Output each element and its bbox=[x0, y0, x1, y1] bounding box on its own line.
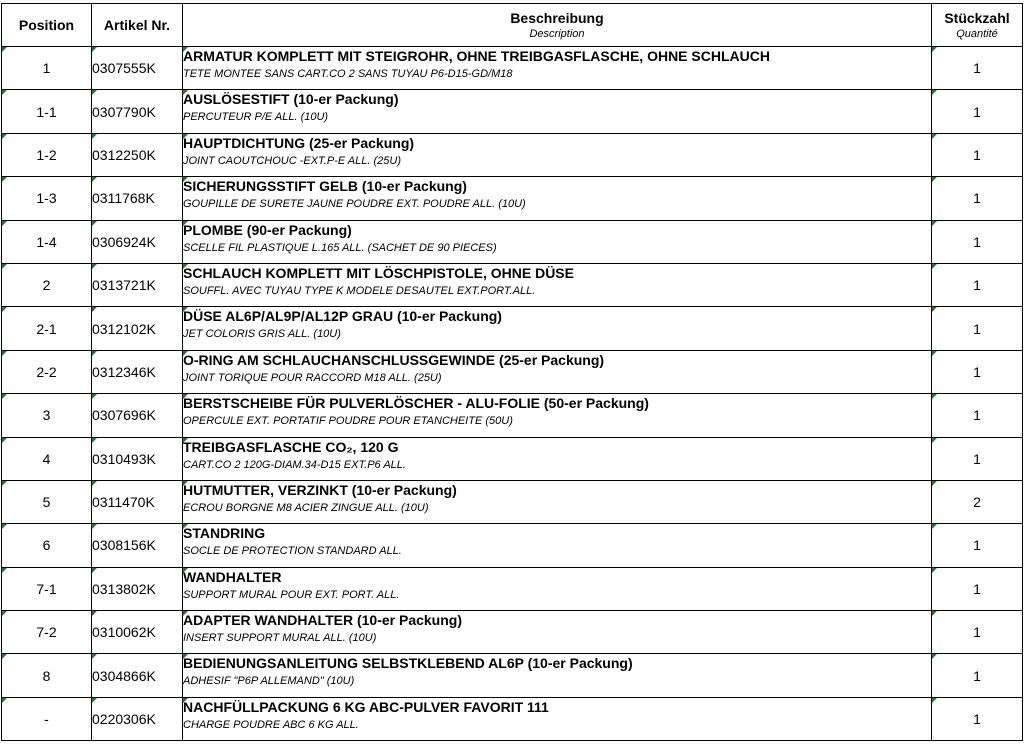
cell-marker-icon bbox=[183, 438, 188, 443]
row-position: 1 bbox=[2, 47, 92, 90]
row-description-fr: CART.CO 2 120G-DIAM.34-D15 EXT.P6 ALL. bbox=[183, 458, 406, 471]
row-article-number: 0308156K bbox=[92, 524, 183, 567]
row-article-number: 0310493K bbox=[92, 437, 183, 480]
row-description-de: HUTMUTTER, VERZINKT (10-er Packung) bbox=[183, 481, 457, 498]
row-position: 8 bbox=[2, 654, 92, 697]
header-artikel: Artikel Nr. bbox=[92, 4, 183, 47]
table-row bbox=[2, 47, 1023, 90]
cell-marker-icon bbox=[183, 611, 188, 616]
row-description-de: STANDRING bbox=[183, 525, 266, 542]
row-article-number: 0312102K bbox=[92, 307, 183, 350]
table-row bbox=[2, 437, 1023, 480]
table-row bbox=[2, 480, 1023, 523]
row-description-de: SICHERUNGSSTIFT GELB (10-er Packung) bbox=[183, 178, 467, 195]
row-description-de: TREIBGASFLASCHE CO₂, 120 G bbox=[183, 438, 399, 455]
cell-marker-icon bbox=[92, 177, 97, 182]
row-position: 2 bbox=[2, 263, 92, 306]
row-position: 1-1 bbox=[2, 90, 92, 133]
row-description bbox=[183, 133, 932, 176]
row-description bbox=[183, 90, 932, 133]
row-position: 5 bbox=[2, 480, 92, 523]
row-description-fr: CHARGE POUDRE ABC 6 KG ALL. bbox=[183, 718, 359, 731]
cell-marker-icon bbox=[92, 438, 97, 443]
row-quantity: 2 bbox=[932, 480, 1023, 523]
row-position: 6 bbox=[2, 524, 92, 567]
row-description bbox=[183, 611, 932, 654]
cell-marker-icon bbox=[92, 481, 97, 486]
row-quantity: 1 bbox=[932, 47, 1023, 90]
row-position: 4 bbox=[2, 437, 92, 480]
cell-marker-icon bbox=[932, 177, 937, 182]
cell-marker-icon bbox=[2, 307, 7, 312]
cell-marker-icon bbox=[92, 568, 97, 573]
cell-marker-icon bbox=[2, 177, 7, 182]
row-description-de: O-RING AM SCHLAUCHANSCHLUSSGEWINDE (25-er Packung) bbox=[183, 351, 605, 368]
header-row bbox=[2, 4, 1023, 47]
row-description-fr: GOUPILLE DE SURETE JAUNE POUDRE EXT. POUDRE ALL. (10U) bbox=[183, 198, 526, 211]
header-stueckzahl: Stückzahl bbox=[944, 10, 1010, 26]
row-position: 2-1 bbox=[2, 307, 92, 350]
table-row bbox=[2, 611, 1023, 654]
table-row bbox=[2, 90, 1023, 133]
cell-marker-icon bbox=[183, 90, 188, 95]
header-description bbox=[183, 4, 932, 47]
cell-marker-icon bbox=[183, 524, 188, 529]
row-article-number: 0313802K bbox=[92, 567, 183, 610]
cell-marker-icon bbox=[932, 264, 937, 269]
cell-marker-icon bbox=[183, 47, 188, 52]
table-row bbox=[2, 567, 1023, 610]
cell-marker-icon bbox=[92, 47, 97, 52]
row-description-fr: SUPPORT MURAL POUR EXT. PORT. ALL. bbox=[183, 588, 400, 601]
cell-marker-icon bbox=[183, 654, 188, 659]
row-description-de: NACHFÜLLPACKUNG 6 KG ABC-PULVER FAVORIT 111 bbox=[183, 698, 549, 715]
row-description bbox=[183, 307, 932, 350]
row-position: 7-2 bbox=[2, 611, 92, 654]
row-position: 1-4 bbox=[2, 220, 92, 263]
row-quantity: 1 bbox=[932, 177, 1023, 220]
cell-marker-icon bbox=[932, 351, 937, 356]
row-description-de: DÜSE AL6P/AL9P/AL12P GRAU (10-er Packung) bbox=[183, 308, 502, 325]
header-beschreibung: Beschreibung bbox=[510, 10, 604, 26]
header-position: Position bbox=[2, 4, 92, 47]
table-row bbox=[2, 697, 1023, 740]
row-description-de: ARMATUR KOMPLETT MIT STEIGROHR, OHNE TREIBGASFLASCHE, OHNE SCHLAUCH bbox=[183, 48, 770, 64]
row-description-fr: JET COLORIS GRIS ALL. (10U) bbox=[183, 328, 341, 341]
row-quantity: 1 bbox=[932, 524, 1023, 567]
row-description-fr: SCELLE FIL PLASTIQUE L.165 ALL. (SACHET DE 90 PIECES) bbox=[183, 241, 497, 254]
row-article-number: 0307696K bbox=[92, 394, 183, 437]
row-quantity: 1 bbox=[932, 133, 1023, 176]
cell-marker-icon bbox=[932, 307, 937, 312]
table-row bbox=[2, 133, 1023, 176]
cell-marker-icon bbox=[932, 438, 937, 443]
cell-marker-icon bbox=[183, 568, 188, 573]
row-quantity: 1 bbox=[932, 567, 1023, 610]
parts-table bbox=[1, 3, 1023, 741]
row-description-fr: SOUFFL. AVEC TUYAU TYPE K MODELE DESAUTEL EXT.PORT.ALL. bbox=[183, 284, 536, 297]
cell-marker-icon bbox=[183, 351, 188, 356]
row-description bbox=[183, 220, 932, 263]
cell-marker-icon bbox=[932, 394, 937, 399]
cell-marker-icon bbox=[2, 438, 7, 443]
cell-marker-icon bbox=[2, 698, 7, 703]
cell-marker-icon bbox=[2, 394, 7, 399]
row-description bbox=[183, 654, 932, 697]
row-description-fr: JOINT TORIQUE POUR RACCORD M18 ALL. (25U) bbox=[183, 371, 442, 384]
cell-marker-icon bbox=[932, 568, 937, 573]
row-description bbox=[183, 177, 932, 220]
cell-marker-icon bbox=[92, 90, 97, 95]
row-description-de: ADAPTER WANDHALTER (10-er Packung) bbox=[183, 612, 462, 629]
cell-marker-icon bbox=[183, 221, 188, 226]
row-quantity: 1 bbox=[932, 350, 1023, 393]
table-row bbox=[2, 524, 1023, 567]
cell-marker-icon bbox=[183, 177, 188, 182]
row-quantity: 1 bbox=[932, 611, 1023, 654]
row-description bbox=[183, 437, 932, 480]
row-description-fr: INSERT SUPPORT MURAL ALL. (10U) bbox=[183, 632, 377, 645]
cell-marker-icon bbox=[2, 611, 7, 616]
row-description-de: BERSTSCHEIBE FÜR PULVERLÖSCHER - ALU-FOLIE (50-er Packung) bbox=[183, 395, 649, 412]
table-row bbox=[2, 307, 1023, 350]
table-row bbox=[2, 177, 1023, 220]
row-description-de: AUSLÖSESTIFT (10-er Packung) bbox=[183, 91, 399, 108]
row-position: - bbox=[2, 697, 92, 740]
cell-marker-icon bbox=[183, 134, 188, 139]
table-row bbox=[2, 654, 1023, 697]
cell-marker-icon bbox=[2, 568, 7, 573]
cell-marker-icon bbox=[2, 264, 7, 269]
row-description-de: WANDHALTER bbox=[183, 568, 282, 585]
row-quantity: 1 bbox=[932, 394, 1023, 437]
row-article-number: 0307790K bbox=[92, 90, 183, 133]
cell-marker-icon bbox=[92, 524, 97, 529]
row-description-fr: JOINT CAOUTCHOUC -EXT.P-E ALL. (25U) bbox=[183, 154, 401, 167]
table-row bbox=[2, 220, 1023, 263]
cell-marker-icon bbox=[932, 221, 937, 226]
row-quantity: 1 bbox=[932, 437, 1023, 480]
row-description bbox=[183, 524, 932, 567]
cell-marker-icon bbox=[2, 481, 7, 486]
row-description-de: SCHLAUCH KOMPLETT MIT LÖSCHPISTOLE, OHNE DÜSE bbox=[183, 264, 574, 281]
cell-marker-icon bbox=[2, 351, 7, 356]
row-description bbox=[183, 480, 932, 523]
row-description-fr: ECROU BORGNE M8 ACIER ZINGUE ALL. (10U) bbox=[183, 501, 429, 514]
row-article-number: 0311470K bbox=[92, 480, 183, 523]
row-article-number: 0312346K bbox=[92, 350, 183, 393]
header-quantite: Quantité bbox=[956, 28, 998, 40]
row-position: 3 bbox=[2, 394, 92, 437]
row-quantity: 1 bbox=[932, 263, 1023, 306]
cell-marker-icon bbox=[932, 134, 937, 139]
cell-marker-icon bbox=[92, 394, 97, 399]
cell-marker-icon bbox=[92, 221, 97, 226]
cell-marker-icon bbox=[92, 351, 97, 356]
row-article-number: 0311768K bbox=[92, 177, 183, 220]
row-article-number: 0312250K bbox=[92, 133, 183, 176]
row-article-number: 0307555K bbox=[92, 47, 183, 90]
cell-marker-icon bbox=[932, 90, 937, 95]
row-description-fr: PERCUTEUR P/E ALL. (10U) bbox=[183, 111, 329, 124]
row-position: 1-2 bbox=[2, 133, 92, 176]
row-description bbox=[183, 394, 932, 437]
row-quantity: 1 bbox=[932, 307, 1023, 350]
row-description-fr: TETE MONTEE SANS CART.CO 2 SANS TUYAU P6-D15-GD/M18 bbox=[183, 68, 513, 80]
cell-marker-icon bbox=[92, 264, 97, 269]
row-position: 1-3 bbox=[2, 177, 92, 220]
cell-marker-icon bbox=[2, 134, 7, 139]
cell-marker-icon bbox=[932, 47, 937, 52]
cell-marker-icon bbox=[92, 654, 97, 659]
row-description-de: HAUPTDICHTUNG (25-er Packung) bbox=[183, 134, 415, 151]
cell-marker-icon bbox=[92, 134, 97, 139]
cell-marker-icon bbox=[932, 524, 937, 529]
table-row bbox=[2, 263, 1023, 306]
cell-marker-icon bbox=[2, 47, 7, 52]
row-position: 7-1 bbox=[2, 567, 92, 610]
parts-rows bbox=[2, 47, 1023, 741]
row-quantity: 1 bbox=[932, 697, 1023, 740]
cell-marker-icon bbox=[2, 654, 7, 659]
row-article-number: 0220306K bbox=[92, 697, 183, 740]
cell-marker-icon bbox=[92, 698, 97, 703]
cell-marker-icon bbox=[2, 221, 7, 226]
row-description bbox=[183, 263, 932, 306]
cell-marker-icon bbox=[2, 524, 7, 529]
row-description bbox=[183, 350, 932, 393]
row-description bbox=[183, 697, 932, 740]
header-quantity bbox=[932, 4, 1023, 47]
row-description-fr: ADHESIF "P6P ALLEMAND" (10U) bbox=[183, 675, 355, 688]
row-article-number: 0304866K bbox=[92, 654, 183, 697]
row-description-fr: SOCLE DE PROTECTION STANDARD ALL. bbox=[183, 545, 402, 558]
row-article-number: 0310062K bbox=[92, 611, 183, 654]
table-row bbox=[2, 350, 1023, 393]
row-description-de: PLOMBE (90-er Packung) bbox=[183, 221, 352, 238]
row-quantity: 1 bbox=[932, 654, 1023, 697]
row-description-de: BEDIENUNGSANLEITUNG SELBSTKLEBEND AL6P (10-er Packung) bbox=[183, 655, 633, 672]
cell-marker-icon bbox=[183, 394, 188, 399]
row-quantity: 1 bbox=[932, 220, 1023, 263]
cell-marker-icon bbox=[183, 307, 188, 312]
cell-marker-icon bbox=[183, 264, 188, 269]
cell-marker-icon bbox=[183, 481, 188, 486]
cell-marker-icon bbox=[932, 611, 937, 616]
row-description-fr: OPERCULE EXT. PORTATIF POUDRE POUR ETANCHEITE (50U) bbox=[183, 415, 513, 428]
cell-marker-icon bbox=[932, 654, 937, 659]
cell-marker-icon bbox=[92, 307, 97, 312]
cell-marker-icon bbox=[932, 481, 937, 486]
row-article-number: 0306924K bbox=[92, 220, 183, 263]
cell-marker-icon bbox=[92, 611, 97, 616]
row-article-number: 0313721K bbox=[92, 263, 183, 306]
row-description bbox=[183, 47, 932, 90]
header-description-fr: Description bbox=[529, 28, 585, 40]
row-position: 2-2 bbox=[2, 350, 92, 393]
cell-marker-icon bbox=[932, 698, 937, 703]
row-description bbox=[183, 567, 932, 610]
cell-marker-icon bbox=[183, 698, 188, 703]
cell-marker-icon bbox=[2, 90, 7, 95]
row-quantity: 1 bbox=[932, 90, 1023, 133]
table-row bbox=[2, 394, 1023, 437]
